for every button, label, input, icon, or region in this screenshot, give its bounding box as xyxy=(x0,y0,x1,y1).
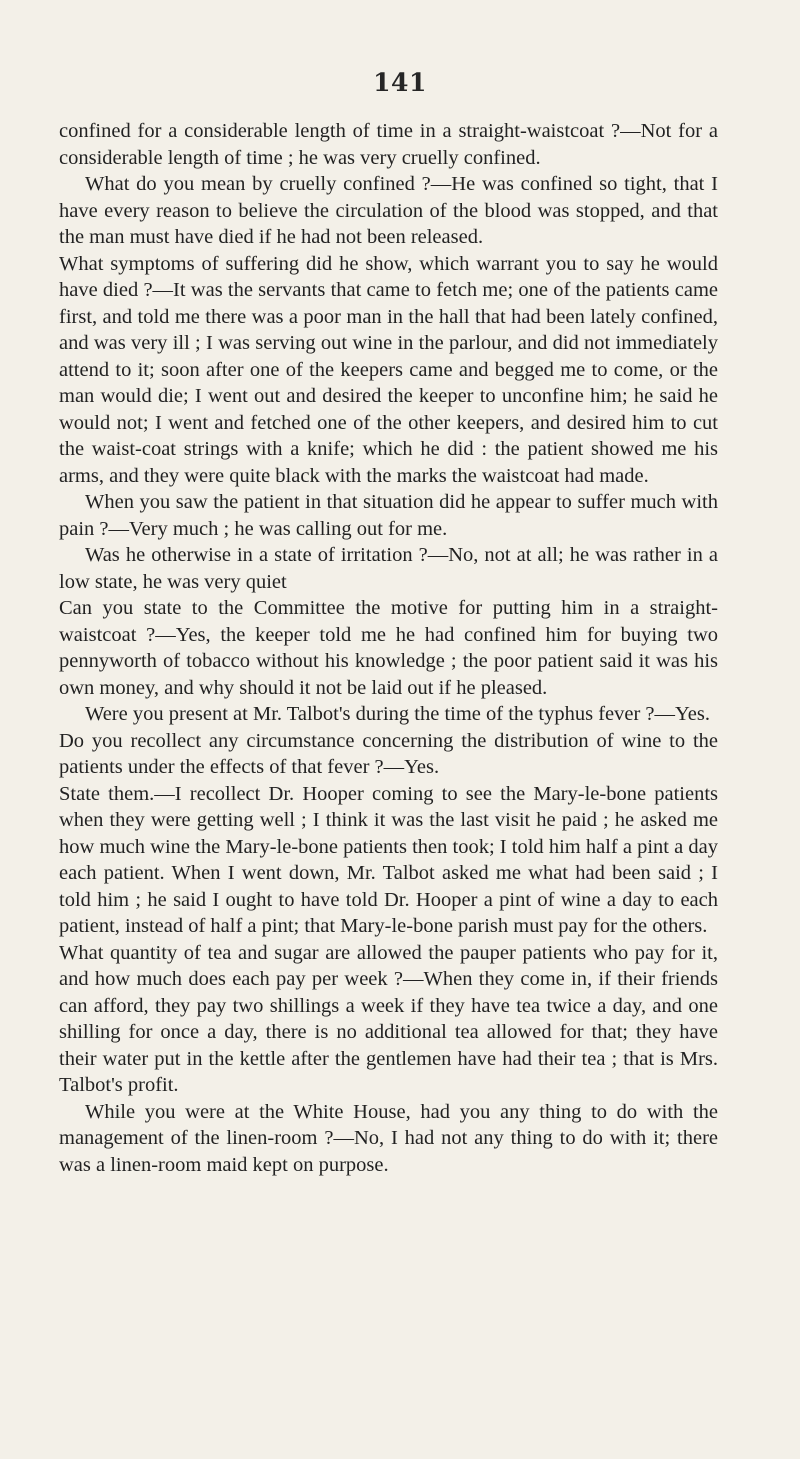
paragraph: Can you state to the Committee the motive for putting him in a straight-waistcoat ?—Yes, the keeper told me he had confined him for buying two pennyworth of tobacco without his knowledge ; the poor patient said it was his own money, and why should it not be laid out if he pleased. xyxy=(59,597,718,699)
page-number: 141 xyxy=(373,68,427,97)
paragraph: What symptoms of suffering did he show, which warrant you to say he would have died ?—It was the servants that came to fetch me; one of the patients came first, and told me there was a poor man in the hall that had been lately confined, and was very ill ; I was serving out wine in the parlour, and did not immediately attend to it; soon after one of the keepers came and begged me to come, or the man would die; I went out and desired the keeper to unconfine him; he said he would not; I went and fetched one of the other keepers, and desired him to cut the waist-coat strings with a knife; which he did : the patient showed me his arms, and they were quite black with the marks the waistcoat had made. xyxy=(59,252,718,487)
paragraph: State them.—I recollect Dr. Hooper coming to see the Mary-le-bone patients when they were getting well ; I think it was the last visit he paid ; he asked me how much wine the Mary-le-bone patients then took; I told him half a pint a day each patient. When I went down, Mr. Talbot asked me what had been said ; I told him ; he said I ought to have told Dr. Hooper a pint of wine a day to each patient, instead of half a pint; that Mary-le-bone parish must pay for the others. xyxy=(59,782,718,937)
paragraph: What quantity of tea and sugar are allowed the pauper patients who pay for it, and how much does each pay per week ?—When they come in, if their friends can afford, they pay two shillings a week if they have tea twice a day, and one shilling for once a day, there is no additional tea allowed for that; they have their water put in the kettle after the gentlemen have had their tea ; that is Mrs. Talbot's profit. xyxy=(59,941,718,1096)
paragraph: While you were at the White House, had you any thing to do with the management of the linen-room ?—No, I had not any thing to do with it; there was a linen-room maid kept on purpose. xyxy=(59,1100,718,1176)
paragraph: Were you present at Mr. Talbot's during the time of the typhus fever ?—Yes. xyxy=(85,703,710,725)
paragraph: What do you mean by cruelly confined ?—He was confined so tight, that I have every reason to believe the circulation of the blood was stopped, and that the man must have died if he had not been released. xyxy=(59,173,718,248)
paragraph: confined for a considerable length of time in a straight-waistcoat ?—Not for a considerable length of time ; he was very cruelly confined. xyxy=(59,120,718,169)
paragraph: Do you recollect any circumstance concerning the distribution of wine to the patients under the effects of that fever ?—Yes. xyxy=(59,729,718,778)
paragraph: Was he otherwise in a state of irritation ?—No, not at all; he was rather in a low state, he was very quiet xyxy=(59,544,718,593)
body-text xyxy=(59,118,718,1178)
paragraph: When you saw the patient in that situation did he appear to suffer much with pain ?—Very much ; he was calling out for me. xyxy=(59,491,718,540)
